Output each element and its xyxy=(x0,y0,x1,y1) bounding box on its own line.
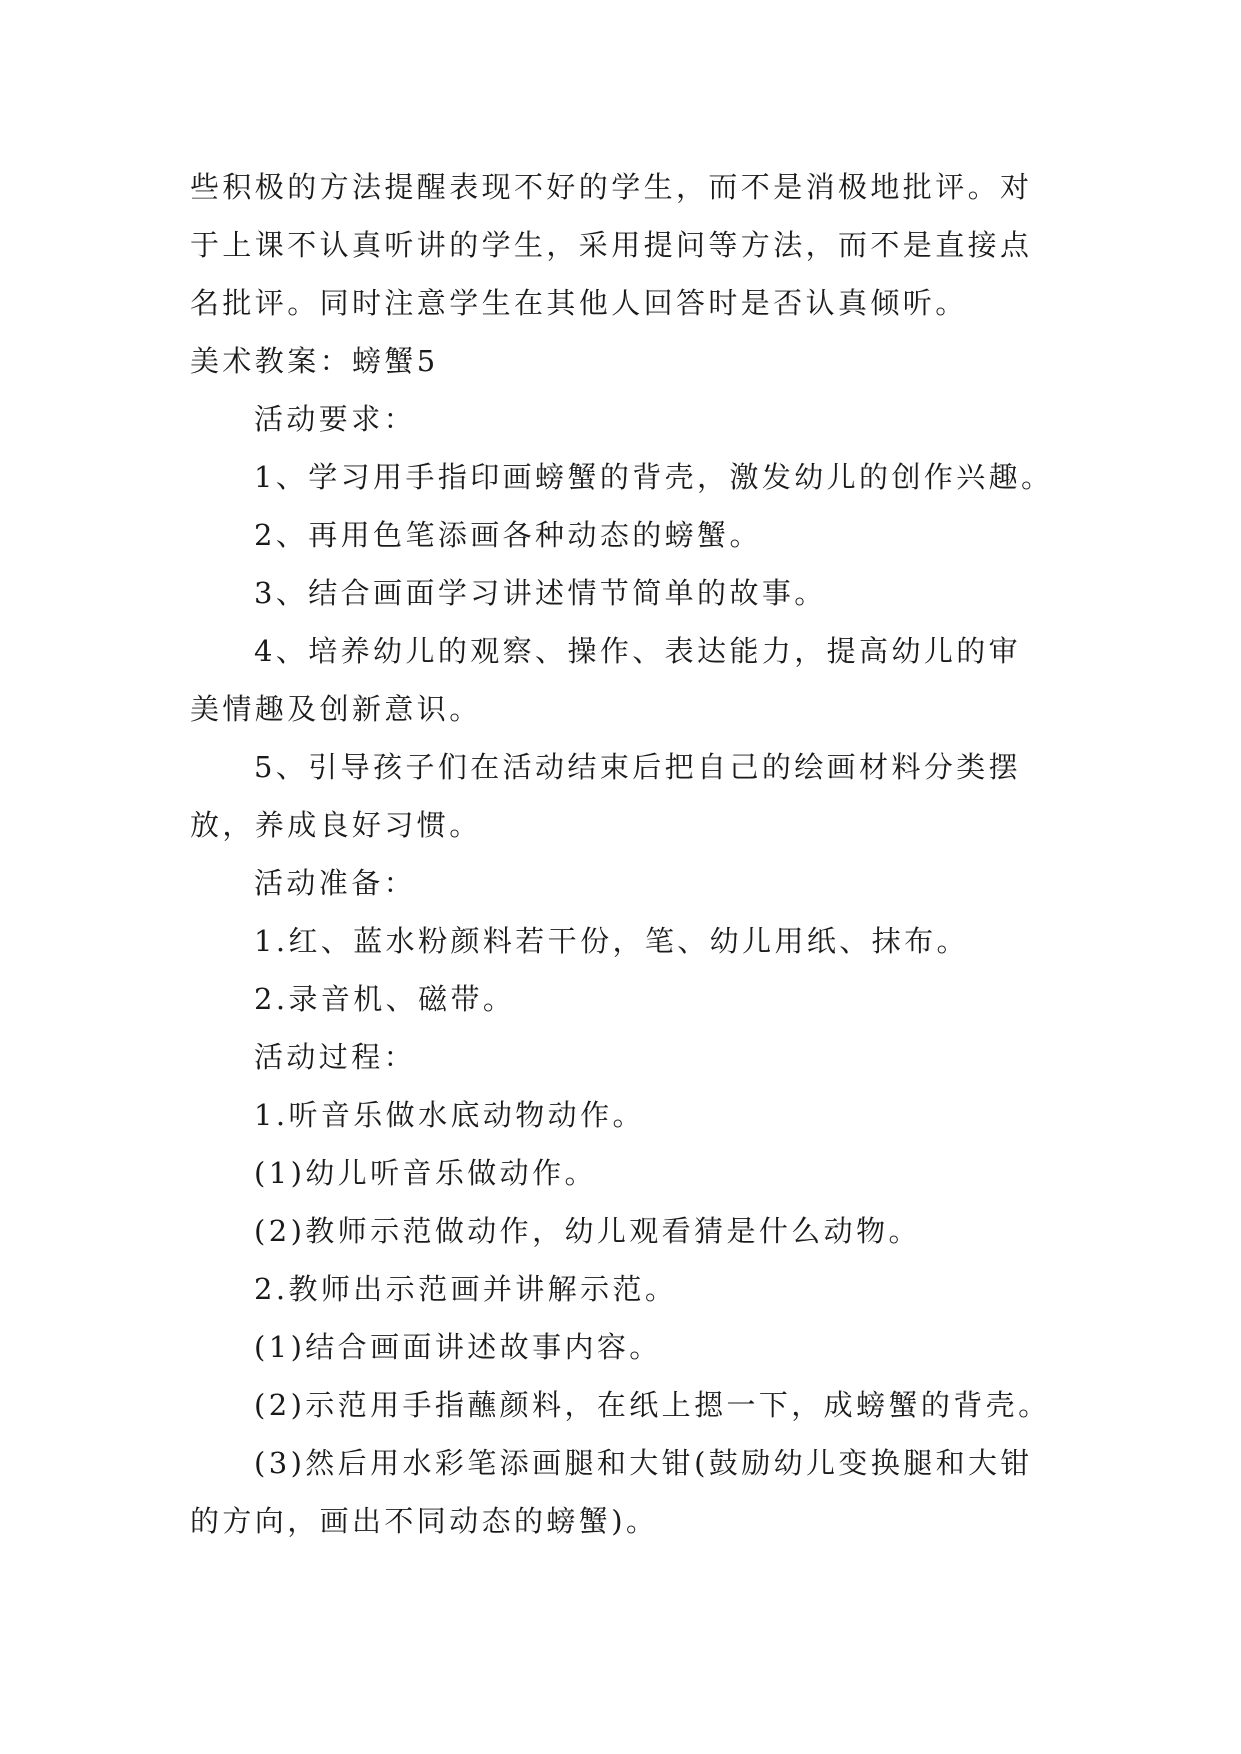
list-item-continuation: 放，养成良好习惯。 xyxy=(190,808,482,842)
list-item: (1)幼儿听音乐做动作。 xyxy=(254,1156,597,1190)
list-item: 2.录音机、磁带。 xyxy=(254,982,516,1016)
paragraph-line: 名批评。同时注意学生在其他人回答时是否认真倾听。 xyxy=(190,286,968,320)
subheading-requirements: 活动要求： xyxy=(254,402,417,436)
list-item: 1.红、蓝水粉颜料若干份，笔、幼儿用纸、抹布。 xyxy=(254,924,969,958)
document-body xyxy=(190,158,1060,1550)
list-item: (1)结合画面讲述故事内容。 xyxy=(254,1330,662,1364)
subheading-process: 活动过程： xyxy=(254,1040,417,1074)
subheading-preparation: 活动准备： xyxy=(254,866,417,900)
list-item: (2)教师示范做动作，幼儿观看猜是什么动物。 xyxy=(254,1214,921,1248)
list-item-continuation: 美情趣及创新意识。 xyxy=(190,692,482,726)
list-item: (2)示范用手指蘸颜料，在纸上摁一下，成螃蟹的背壳。 xyxy=(254,1388,1051,1422)
list-item-continuation: 的方向，画出不同动态的螃蟹)。 xyxy=(190,1504,659,1538)
list-item: 1.听音乐做水底动物动作。 xyxy=(254,1098,645,1132)
paragraph-line: 些积极的方法提醒表现不好的学生，而不是消极地批评。对 xyxy=(190,170,1033,204)
list-item: 2.教师出示范画并讲解示范。 xyxy=(254,1272,678,1306)
list-item: 1、学习用手指印画螃蟹的背壳，激发幼儿的创作兴趣。 xyxy=(254,460,1054,494)
list-item: 4、培养幼儿的观察、操作、表达能力，提高幼儿的审 xyxy=(254,634,1022,668)
list-item: 3、结合画面学习讲述情节简单的故事。 xyxy=(254,576,827,610)
list-item: 5、引导孩子们在活动结束后把自己的绘画材料分类摆 xyxy=(254,750,1022,784)
section-heading: 美术教案：螃蟹5 xyxy=(190,344,439,378)
list-item: 2、再用色笔添画各种动态的螃蟹。 xyxy=(254,518,762,552)
paragraph-line: 于上课不认真听讲的学生，采用提问等方法，而不是直接点 xyxy=(190,228,1033,262)
list-item: (3)然后用水彩笔添画腿和大钳(鼓励幼儿变换腿和大钳 xyxy=(254,1446,1033,1480)
